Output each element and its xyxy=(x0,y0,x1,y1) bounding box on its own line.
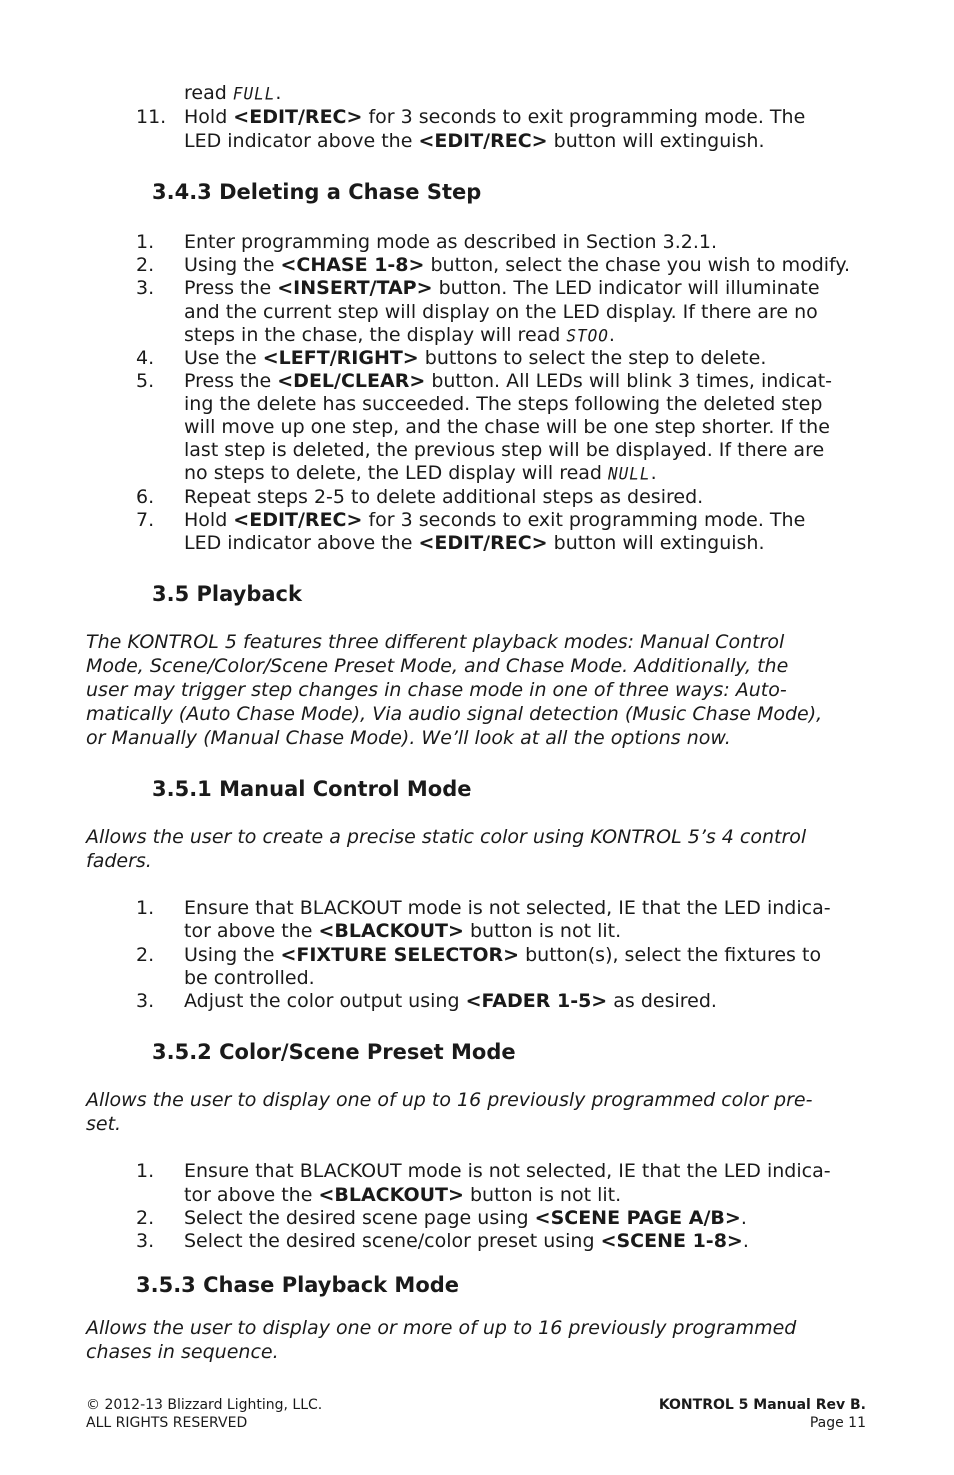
step-text: steps in the chase, the display will read STOO. xyxy=(184,324,615,346)
step-number: 11. xyxy=(136,106,167,128)
section-heading-3-5-2: 3.5.2 Color/Scene Preset Mode xyxy=(152,1040,516,1064)
step-text: Select the desired scene page using <SCENE PAGE A/B>. xyxy=(184,1207,747,1229)
step-number: 3. xyxy=(136,990,155,1012)
step-text: Select the desired scene/color preset using <SCENE 1-8>. xyxy=(184,1230,749,1252)
step-number: 2. xyxy=(136,254,155,276)
intro-text: matically (Auto Chase Mode), Via audio signal detection (Music Chase Mode), xyxy=(86,703,823,725)
step-text: will move up one step, and the chase will be one step shorter. If the xyxy=(184,416,830,438)
step-number: 3. xyxy=(136,1230,155,1252)
step-text: Press the <INSERT/TAP> button. The LED indicator will illuminate xyxy=(184,277,820,299)
step-text: Adjust the color output using <FADER 1-5> as desired. xyxy=(184,990,717,1012)
step-text: Press the <DEL/CLEAR> button. All LEDs will blink 3 times, indicat- xyxy=(184,370,833,392)
step-number: 3. xyxy=(136,277,155,299)
step-11-line-1: Hold <EDIT/REC> for 3 seconds to exit programming mode. The xyxy=(184,106,806,128)
step-11-line-2: LED indicator above the <EDIT/REC> button will extinguish. xyxy=(184,130,765,152)
step-text: Use the <LEFT/RIGHT> buttons to select the step to delete. xyxy=(184,347,767,369)
section-heading-3-5-1: 3.5.1 Manual Control Mode xyxy=(152,777,472,801)
step-text: Repeat steps 2-5 to delete additional steps as desired. xyxy=(184,486,704,508)
footer-manual-title: KONTROL 5 Manual Rev B. xyxy=(658,1397,866,1413)
led-display-null: NULL xyxy=(608,463,651,484)
step-number: 7. xyxy=(136,509,155,531)
footer-page-number: Page 11 xyxy=(809,1415,866,1431)
footer-rights: ALL RIGHTS RESERVED xyxy=(86,1415,248,1431)
intro-text: user may trigger step changes in chase mode in one of three ways: Auto- xyxy=(86,679,787,701)
edit-rec-button-label: <EDIT/REC> xyxy=(418,130,548,152)
step-text: no steps to delete, the LED display will read NULL. xyxy=(184,462,657,484)
intro-text: faders. xyxy=(86,850,152,872)
step-text: be controlled. xyxy=(184,967,315,989)
footer-copyright: © 2012-13 Blizzard Lighting, LLC. xyxy=(86,1397,323,1413)
step-text: LED indicator above the <EDIT/REC> button will extinguish. xyxy=(184,532,765,554)
step-text: tor above the <BLACKOUT> button is not lit. xyxy=(184,920,622,942)
edit-rec-button-label: <EDIT/REC> xyxy=(233,106,363,128)
intro-text: Allows the user to display one or more of up to 16 previously programmed xyxy=(86,1317,797,1339)
intro-text: Allows the user to display one of up to 16 previously programmed color pre- xyxy=(86,1089,813,1111)
step-number: 1. xyxy=(136,897,155,919)
step-text: and the current step will display on the LED display. If there are no xyxy=(184,301,818,323)
step-number: 4. xyxy=(136,347,155,369)
section-heading-3-5-3: 3.5.3 Chase Playback Mode xyxy=(136,1273,460,1297)
step-text: Using the <FIXTURE SELECTOR> button(s), select the fixtures to xyxy=(184,944,822,966)
intro-text: Allows the user to create a precise static color using KONTROL 5’s 4 control xyxy=(86,826,807,848)
led-display-full: FULL xyxy=(232,83,276,104)
step-text: Ensure that BLACKOUT mode is not selected, IE that the LED indica- xyxy=(184,897,831,919)
intro-text: Mode, Scene/Color/Scene Preset Mode, and Chase Mode. Additionally, the xyxy=(86,655,789,677)
step-number: 1. xyxy=(136,1160,155,1182)
intro-text: set. xyxy=(86,1113,122,1135)
continuation-line xyxy=(184,82,281,105)
section-heading-3-4-3: 3.4.3 Deleting a Chase Step xyxy=(152,180,482,204)
step-text: Enter programming mode as described in Section 3.2.1. xyxy=(184,231,717,253)
intro-text: chases in sequence. xyxy=(86,1341,279,1363)
step-number: 2. xyxy=(136,1207,155,1229)
intro-text: or Manually (Manual Chase Mode). We’ll look at all the options now. xyxy=(86,727,731,749)
led-display-stoo: STOO xyxy=(566,325,609,346)
step-text: Hold <EDIT/REC> for 3 seconds to exit programming mode. The xyxy=(184,509,806,531)
step-number: 1. xyxy=(136,231,155,253)
step-text: Ensure that BLACKOUT mode is not selected, IE that the LED indica- xyxy=(184,1160,831,1182)
step-text: tor above the <BLACKOUT> button is not lit. xyxy=(184,1184,622,1206)
step-text: last step is deleted, the previous step will be displayed. If there are xyxy=(184,439,825,461)
step-text: ing the delete has succeeded. The steps following the deleted step xyxy=(184,393,823,415)
step-number: 6. xyxy=(136,486,155,508)
step-text: Using the <CHASE 1-8> button, select the chase you wish to modify. xyxy=(184,254,850,276)
text: read xyxy=(184,82,233,104)
step-number: 2. xyxy=(136,944,155,966)
section-heading-3-5: 3.5 Playback xyxy=(152,582,302,606)
text: . xyxy=(275,82,282,104)
intro-text: The KONTROL 5 features three different playback modes: Manual Control xyxy=(86,631,785,653)
step-number: 5. xyxy=(136,370,155,392)
